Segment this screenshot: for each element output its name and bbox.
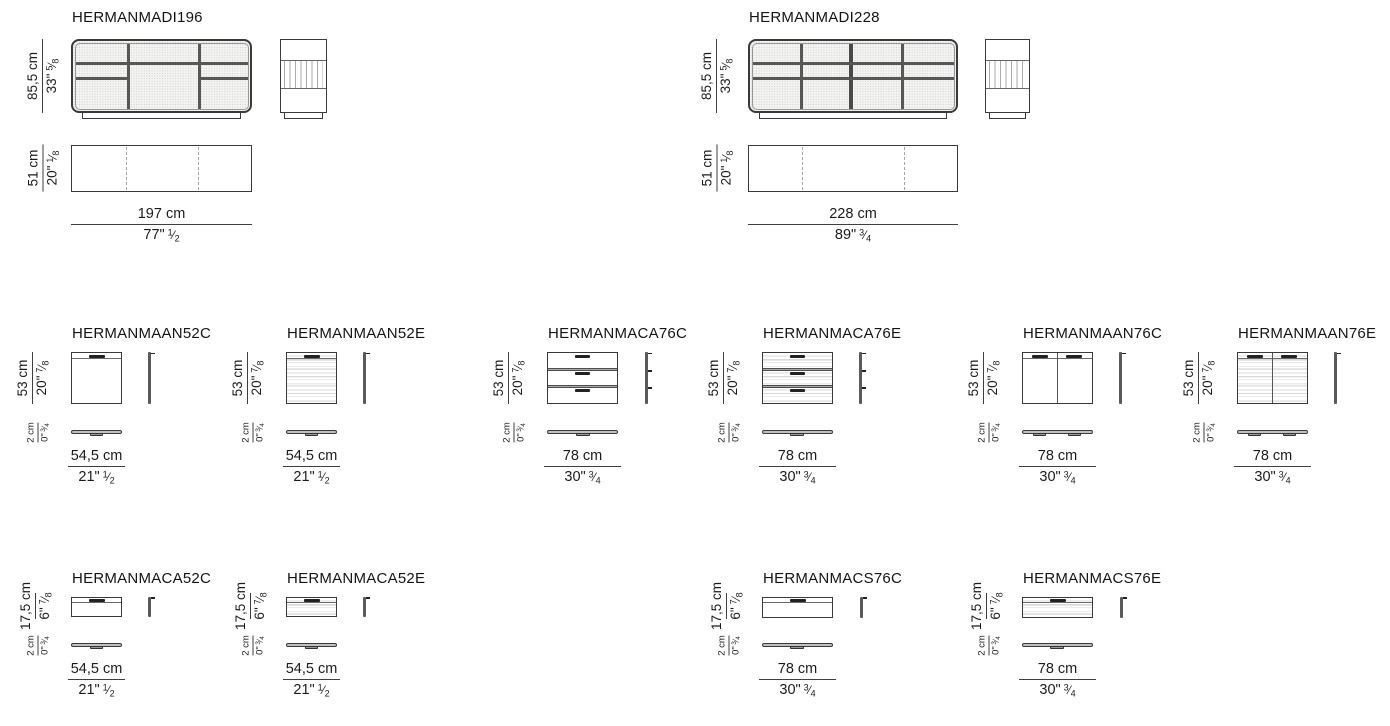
- dashed-line: [802, 147, 803, 190]
- dim-line: [250, 593, 251, 619]
- handle-tick: [366, 597, 370, 599]
- madi228-side-view: [985, 39, 1030, 113]
- handle-tick: [1123, 597, 1127, 599]
- maan52e-top-handle: [305, 433, 318, 436]
- macs76c-width-cm: 78 cm: [759, 660, 836, 680]
- divider: [752, 62, 954, 65]
- maca76c-front-view: [547, 352, 618, 404]
- maca52e-height-cm: 17,5 cm: [233, 581, 248, 631]
- macs76c-title: HERMANMACS76C: [763, 570, 903, 587]
- madi228-depth-in: 20"$^1$⁄ $_8$: [719, 151, 736, 186]
- maan52e-height-cm: 53 cm: [230, 359, 245, 397]
- maan52e-front-view: [286, 352, 337, 404]
- maan52c-height-cm: 53 cm: [15, 359, 30, 397]
- divider: [75, 62, 248, 65]
- maca52c-title: HERMANMACA52C: [72, 570, 212, 587]
- handle-tick: [151, 353, 155, 355]
- maan52e-width-dim: [283, 447, 340, 486]
- dim-line: [514, 423, 515, 443]
- hatch: [284, 61, 323, 88]
- macs76e-side-view: [1120, 597, 1123, 618]
- dim-line: [717, 145, 718, 192]
- maan76e-side-view: [1334, 352, 1337, 404]
- madi196-plinth: [82, 112, 241, 119]
- line: [72, 358, 121, 359]
- maan76e-thickness-cm: 2 cm: [1191, 422, 1203, 443]
- maca52c-top-handle: [90, 646, 103, 649]
- dim-line: [983, 352, 984, 404]
- maca76c-width-dim: [544, 447, 621, 486]
- maan52c-side-view: [148, 352, 151, 404]
- maan76e-width-dim: [1234, 447, 1311, 486]
- maca76e-height-cm: 53 cm: [706, 359, 721, 397]
- maca76e-top-handle: [790, 433, 804, 436]
- maan52c-height-in: 20"$^7$⁄ $_8$: [34, 361, 51, 396]
- maca76c-title: HERMANMACA76C: [548, 325, 688, 342]
- line: [281, 88, 326, 89]
- line: [763, 602, 832, 603]
- handle: [1032, 355, 1048, 358]
- dim-line: [38, 636, 39, 656]
- maan76c-width-in: 30" $^3$⁄ $_4$: [1039, 469, 1075, 486]
- maca76e-front-view: [762, 352, 833, 404]
- divider: [198, 43, 201, 109]
- macs76c-width-dim: [759, 660, 836, 699]
- maca52c-side-view: [148, 597, 151, 617]
- maca52c-thickness-dim: [26, 631, 51, 661]
- maan76c-width-cm: 78 cm: [1019, 447, 1096, 467]
- handle-tick: [1337, 353, 1341, 355]
- maca52e-height-dim: [233, 581, 269, 631]
- madi228-height-cm: 85,5 cm: [699, 51, 714, 101]
- maca52e-width-dim: [283, 660, 340, 699]
- maca76e-width-dim: [759, 447, 836, 486]
- maca52e-title: HERMANMACA52E: [287, 570, 426, 587]
- macs76e-thickness-in: 0"$^3$⁄ $_4$: [991, 636, 1002, 655]
- handle-tick: [862, 370, 866, 372]
- maca52c-width-cm: 54,5 cm: [68, 660, 125, 680]
- handle: [790, 389, 805, 392]
- madi228-title: HERMANMADI228: [749, 9, 880, 26]
- maan52e-thickness-dim: [241, 418, 266, 448]
- macs76e-thickness-cm: 2 cm: [976, 635, 988, 656]
- maca52c-thickness-in: 0"$^3$⁄ $_4$: [40, 636, 51, 655]
- maca52c-height-cm: 17,5 cm: [18, 581, 33, 631]
- dim-line: [247, 352, 248, 404]
- maan76c-top-handle: [1068, 433, 1081, 436]
- maca76e-side-view: [859, 352, 862, 404]
- macs76e-height-dim: [969, 581, 1005, 631]
- maan76c-width-dim: [1019, 447, 1096, 486]
- dim-line: [35, 593, 36, 619]
- macs76e-width-dim: [1019, 660, 1096, 699]
- maca76c-height-dim: [491, 352, 527, 404]
- maan76c-height-dim: [966, 352, 1002, 404]
- dim-line: [1204, 423, 1205, 443]
- handle-tick: [862, 387, 866, 389]
- maan76c-top-handle: [1033, 433, 1046, 436]
- handle: [89, 599, 105, 602]
- maan76e-title: HERMANMAAN76E: [1238, 325, 1377, 342]
- handle-tick: [366, 353, 370, 355]
- dim-line: [42, 39, 43, 113]
- handle-tick: [648, 370, 652, 372]
- maca76c-top-handle: [576, 433, 590, 436]
- dim-line: [1198, 352, 1199, 404]
- maca52c-height-in: 6"$^7$⁄ $_8$: [37, 592, 54, 619]
- madi228-height-in: 33"$^5$⁄ $_8$: [718, 59, 735, 94]
- madi196-front-view: [71, 39, 252, 113]
- maca52e-thickness-cm: 2 cm: [240, 635, 252, 656]
- madi196-side-view: [280, 39, 327, 113]
- maca52e-thickness-dim: [241, 631, 266, 661]
- maan76c-height-in: 20"$^7$⁄ $_8$: [985, 361, 1002, 396]
- madi228-depth-cm: 51 cm: [699, 149, 715, 187]
- maca52c-width-in: 21" $^1$⁄ $_2$: [78, 682, 114, 699]
- maca76c-height-cm: 53 cm: [491, 359, 506, 397]
- handle-tick: [862, 353, 866, 355]
- madi196-side-plinth: [284, 112, 323, 119]
- maca76e-thickness-in: 0"$^3$⁄ $_4$: [731, 423, 742, 442]
- dim-line: [38, 423, 39, 443]
- madi228-width-dim: [748, 205, 958, 244]
- maca52c-height-dim: [18, 581, 54, 631]
- maca52c-front-view: [71, 597, 122, 617]
- drawer-divider: [763, 368, 832, 371]
- handle-tick: [863, 597, 867, 599]
- divider: [752, 77, 954, 80]
- dim-line: [729, 423, 730, 443]
- dashed-line: [198, 147, 199, 190]
- maca52e-height-in: 6"$^7$⁄ $_8$: [252, 592, 269, 619]
- dim-line: [989, 423, 990, 443]
- macs76c-height-in: 6"$^7$⁄ $_8$: [728, 592, 745, 619]
- handle: [1281, 355, 1297, 358]
- macs76c-width-in: 30" $^3$⁄ $_4$: [779, 682, 815, 699]
- maan76e-front-view: [1237, 352, 1308, 404]
- madi196-top-view: [71, 145, 252, 192]
- handle: [575, 372, 590, 375]
- maan52e-side-view: [363, 352, 366, 404]
- maan76e-height-dim: [1181, 352, 1217, 404]
- madi228-depth-dim: [700, 145, 736, 192]
- maca76c-width-in: 30" $^3$⁄ $_4$: [564, 469, 600, 486]
- maca52e-width-in: 21" $^1$⁄ $_2$: [293, 682, 329, 699]
- maca76e-title: HERMANMACA76E: [763, 325, 902, 342]
- macs76c-thickness-cm: 2 cm: [716, 635, 728, 656]
- macs76e-front-view: [1022, 597, 1093, 618]
- maca52e-front-view: [286, 597, 337, 617]
- dim-line: [716, 39, 717, 113]
- maan52e-thickness-in: 0"$^3$⁄ $_4$: [255, 423, 266, 442]
- divider: [201, 77, 248, 80]
- macs76c-height-dim: [709, 581, 745, 631]
- line: [287, 602, 336, 603]
- maan52c-thickness-dim: [26, 418, 51, 448]
- handle: [790, 372, 805, 375]
- maca76c-side-view: [645, 352, 648, 404]
- madi196-height-in: 33"$^5$⁄ $_8$: [44, 59, 61, 94]
- maca52e-top-handle: [305, 646, 318, 649]
- maan76c-front-view: [1022, 352, 1093, 404]
- macs76c-top-handle: [790, 646, 804, 649]
- dim-line: [253, 423, 254, 443]
- macs76c-height-cm: 17,5 cm: [709, 581, 724, 631]
- line: [287, 358, 336, 359]
- macs76c-thickness-in: 0"$^3$⁄ $_4$: [731, 636, 742, 655]
- madi196-width-cm: 197 cm: [71, 205, 252, 225]
- maan76c-side-view: [1119, 352, 1122, 404]
- divider: [901, 43, 904, 109]
- macs76c-thickness-dim: [717, 631, 742, 661]
- maca52e-width-cm: 54,5 cm: [283, 660, 340, 680]
- macs76e-width-cm: 78 cm: [1019, 660, 1096, 680]
- madi228-front-view: [748, 39, 958, 113]
- handle-tick: [1122, 353, 1126, 355]
- maca76c-height-in: 20"$^7$⁄ $_8$: [510, 361, 527, 396]
- maca52c-width-dim: [68, 660, 125, 699]
- macs76e-height-in: 6"$^7$⁄ $_8$: [988, 592, 1005, 619]
- handle: [575, 389, 590, 392]
- madi196-depth-cm: 51 cm: [25, 149, 41, 187]
- madi228-top-view: [748, 145, 958, 192]
- maca76c-thickness-cm: 2 cm: [501, 422, 513, 443]
- madi228-side-plinth: [989, 112, 1026, 119]
- madi196-depth-in: 20"$^1$⁄ $_8$: [45, 151, 62, 186]
- madi228-plinth: [759, 112, 947, 119]
- maan52c-height-dim: [15, 352, 51, 404]
- handle: [1066, 355, 1082, 358]
- maan76c-thickness-cm: 2 cm: [976, 422, 988, 443]
- divider: [75, 77, 128, 80]
- maan52e-width-cm: 54,5 cm: [283, 447, 340, 467]
- maca76c-thickness-dim: [502, 418, 527, 448]
- divider: [127, 43, 130, 109]
- maan76c-height-cm: 53 cm: [966, 359, 981, 397]
- maca76e-width-cm: 78 cm: [759, 447, 836, 467]
- maan52e-width-in: 21" $^1$⁄ $_2$: [293, 469, 329, 486]
- handle: [575, 355, 590, 358]
- dashed-line: [126, 147, 127, 190]
- dim-line: [508, 352, 509, 404]
- maan76e-width-in: 30" $^3$⁄ $_4$: [1254, 469, 1290, 486]
- handle: [1050, 599, 1066, 602]
- maca52e-thickness-in: 0"$^3$⁄ $_4$: [255, 636, 266, 655]
- handle: [1247, 355, 1263, 358]
- maan76c-thickness-in: 0"$^3$⁄ $_4$: [991, 423, 1002, 442]
- handle-tick: [151, 597, 155, 599]
- hatch: [989, 61, 1026, 88]
- dim-line: [253, 636, 254, 656]
- maan76e-top-handle: [1248, 433, 1261, 436]
- maca76c-width-cm: 78 cm: [544, 447, 621, 467]
- dim-line: [729, 636, 730, 656]
- door-divider: [1272, 353, 1273, 403]
- madi196-title: HERMANMADI196: [72, 9, 203, 26]
- divider: [849, 43, 853, 109]
- maca76e-width-in: 30" $^3$⁄ $_4$: [779, 469, 815, 486]
- maca76e-height-dim: [706, 352, 742, 404]
- madi196-width-dim: [71, 205, 252, 244]
- maan76e-height-cm: 53 cm: [1181, 359, 1196, 397]
- maan52c-thickness-in: 0"$^3$⁄ $_4$: [40, 423, 51, 442]
- maca76e-thickness-cm: 2 cm: [716, 422, 728, 443]
- dim-line: [726, 593, 727, 619]
- madi228-width-cm: 228 cm: [748, 205, 958, 225]
- handle: [304, 355, 320, 358]
- macs76c-side-view: [860, 597, 863, 618]
- madi196-depth-dim: [26, 145, 62, 192]
- dashed-line: [904, 147, 905, 190]
- divider: [800, 43, 803, 109]
- macs76e-thickness-dim: [977, 631, 1002, 661]
- maan52c-width-dim: [68, 447, 125, 486]
- maan76e-height-in: 20"$^7$⁄ $_8$: [1200, 361, 1217, 396]
- maca76e-thickness-dim: [717, 418, 742, 448]
- dim-line: [723, 352, 724, 404]
- drawer-divider: [548, 385, 617, 388]
- dim-line: [989, 636, 990, 656]
- handle-tick: [648, 387, 652, 389]
- maan76e-thickness-in: 0"$^3$⁄ $_4$: [1206, 423, 1217, 442]
- maan76e-top-handle: [1283, 433, 1296, 436]
- maca76c-thickness-in: 0"$^3$⁄ $_4$: [516, 423, 527, 442]
- drawer-divider: [763, 385, 832, 388]
- madi196-width-in: 77" $^1$⁄ $_2$: [143, 227, 179, 244]
- dim-line: [986, 593, 987, 619]
- line: [986, 88, 1029, 89]
- madi228-height-dim: [699, 39, 735, 113]
- macs76e-top-handle: [1050, 646, 1064, 649]
- maca52e-side-view: [363, 597, 366, 617]
- maca52c-thickness-cm: 2 cm: [25, 635, 37, 656]
- macs76e-title: HERMANMACS76E: [1023, 570, 1162, 587]
- handle: [304, 599, 320, 602]
- handle: [790, 355, 805, 358]
- maan52c-thickness-cm: 2 cm: [25, 422, 37, 443]
- dim-line: [32, 352, 33, 404]
- maan52e-thickness-cm: 2 cm: [240, 422, 252, 443]
- drawer-divider: [548, 368, 617, 371]
- madi196-height-cm: 85,5 cm: [25, 51, 40, 101]
- maan76e-thickness-dim: [1192, 418, 1217, 448]
- line: [72, 602, 121, 603]
- maan52c-title: HERMANMAAN52C: [72, 325, 212, 342]
- dim-line: [43, 145, 44, 192]
- maan76e-width-cm: 78 cm: [1234, 447, 1311, 467]
- maan52c-width-in: 21" $^1$⁄ $_2$: [78, 469, 114, 486]
- maan52e-height-in: 20"$^7$⁄ $_8$: [249, 361, 266, 396]
- madi228-width-in: 89" $^3$⁄ $_4$: [835, 227, 871, 244]
- handle: [790, 599, 806, 602]
- maan52c-width-cm: 54,5 cm: [68, 447, 125, 467]
- maan52c-front-view: [71, 352, 122, 404]
- line: [1023, 602, 1092, 603]
- maan76c-thickness-dim: [977, 418, 1002, 448]
- maan76c-title: HERMANMAAN76C: [1023, 325, 1163, 342]
- macs76c-front-view: [762, 597, 833, 618]
- handle: [89, 355, 105, 358]
- maca76e-height-in: 20"$^7$⁄ $_8$: [725, 361, 742, 396]
- madi196-height-dim: [25, 39, 61, 113]
- maan52e-height-dim: [230, 352, 266, 404]
- maan52e-title: HERMANMAAN52E: [287, 325, 426, 342]
- door-divider: [1057, 353, 1058, 403]
- macs76e-width-in: 30" $^3$⁄ $_4$: [1039, 682, 1075, 699]
- maan52c-top-handle: [90, 433, 103, 436]
- macs76e-height-cm: 17,5 cm: [969, 581, 984, 631]
- handle-tick: [648, 353, 652, 355]
